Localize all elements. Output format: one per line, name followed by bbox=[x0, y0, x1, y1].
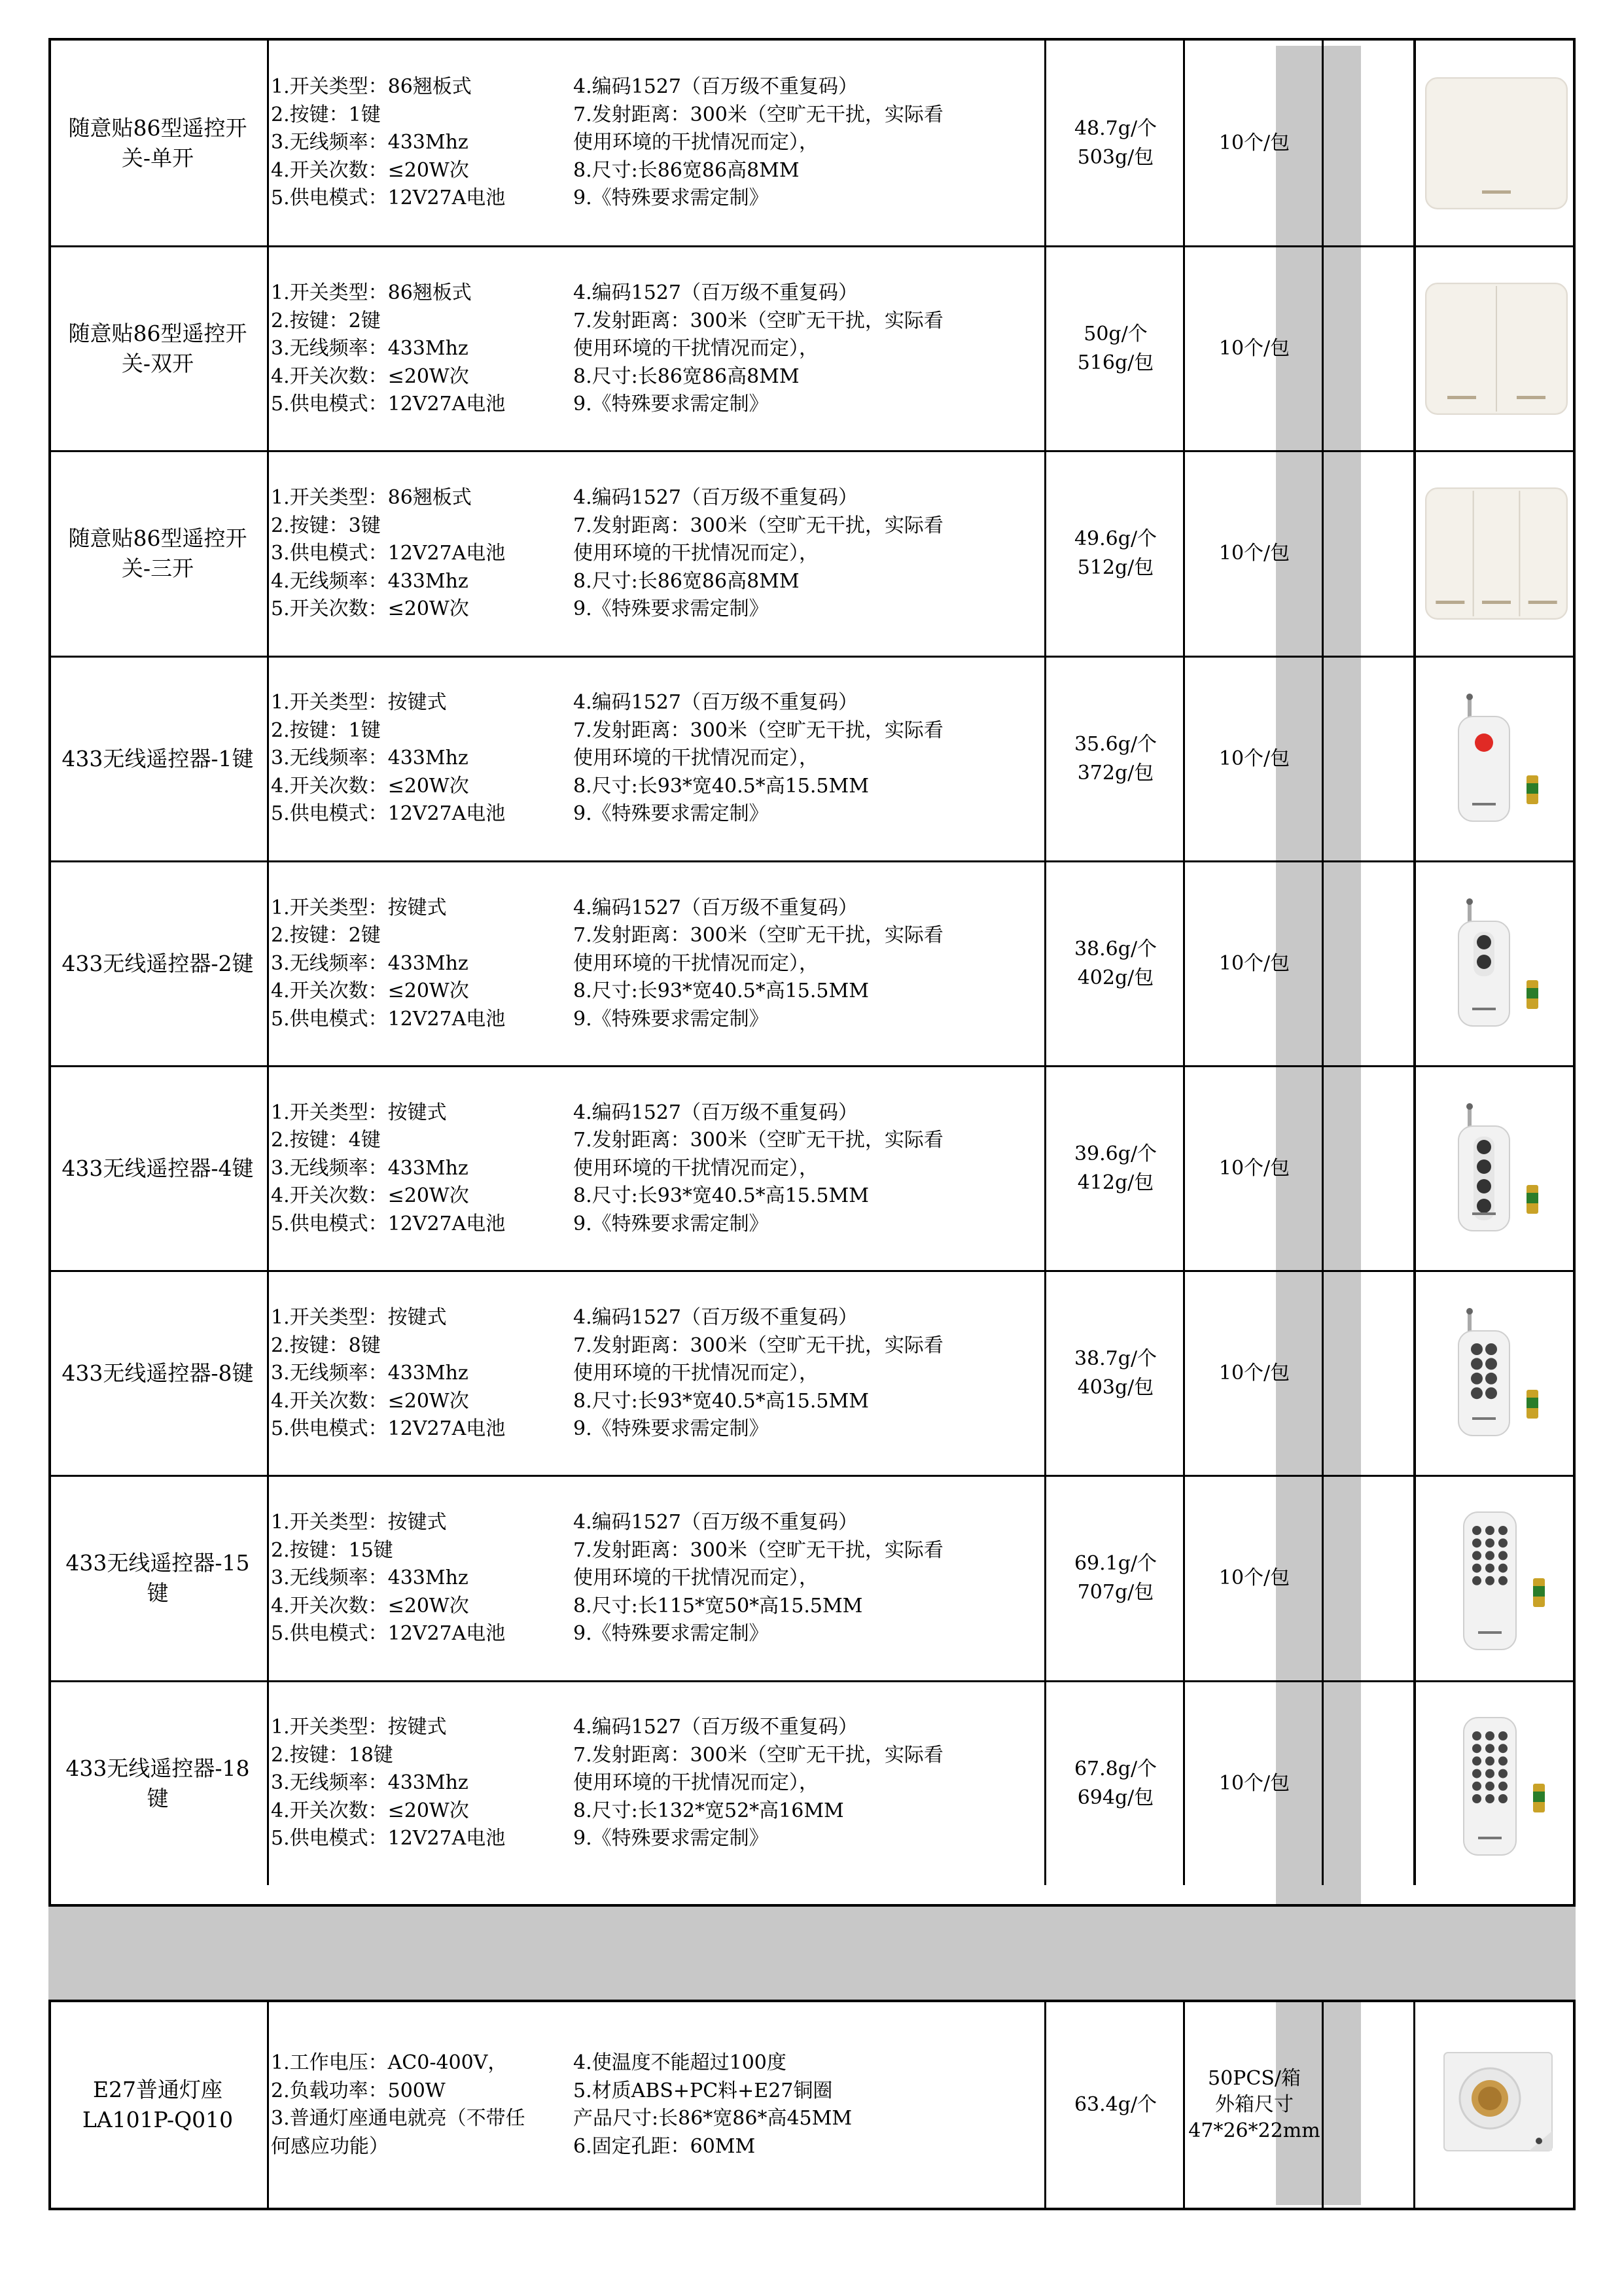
column-divider bbox=[267, 452, 269, 655]
spec-text: 9.《特殊要求需定制》 bbox=[573, 1827, 769, 1850]
spec-text: 2.按键：2键 bbox=[271, 924, 381, 947]
column-divider bbox=[1322, 2002, 1324, 2208]
spec-text: 使用环境的干扰情况而定）， bbox=[573, 131, 819, 154]
spec-text: 2.按键：1键 bbox=[271, 103, 381, 126]
product-name: 433无线遥控器-18键 bbox=[65, 1755, 250, 1811]
spec-text: 7.发射距离：300米（空旷无干扰，实际看 bbox=[573, 309, 944, 332]
spec-text: 5.材质ABS+PC料+E27铜圈 bbox=[573, 2079, 833, 2102]
product-name bbox=[48, 2002, 267, 2208]
spec-text: 8.尺寸:长132*宽52*高16MM bbox=[573, 1799, 844, 1822]
column-divider bbox=[1044, 41, 1046, 245]
spec-text: 7.发射距离：300米（空旷无干扰，实际看 bbox=[573, 1129, 944, 1152]
spec-line bbox=[271, 1620, 1042, 1648]
packing-value: 10个/包 bbox=[1218, 1362, 1290, 1385]
spec-text: 4.编码1527（百万级不重复码） bbox=[573, 691, 858, 715]
column-divider bbox=[1413, 452, 1416, 655]
weight-value: 48.7g/个 bbox=[1074, 116, 1157, 140]
spec-text: 8.尺寸:长93*宽40.5*高15.5MM bbox=[573, 1184, 869, 1208]
column-divider bbox=[267, 1682, 269, 1885]
spec-text: 3.无线频率：433Mhz bbox=[271, 337, 468, 361]
column-divider bbox=[267, 658, 269, 860]
column-divider bbox=[267, 1272, 269, 1475]
spec-text: 4.开关次数：≤20W次 bbox=[271, 980, 469, 1003]
spec-text: 4.编码1527（百万级不重复码） bbox=[573, 486, 858, 510]
spec-text: 8.尺寸:长93*宽40.5*高15.5MM bbox=[573, 980, 869, 1003]
spec-text: 5.供电模式：12V27A电池 bbox=[271, 186, 506, 210]
spec-text: 使用环境的干扰情况而定）， bbox=[573, 951, 819, 975]
spec-line bbox=[271, 1360, 1042, 1388]
spec-text: 使用环境的干扰情况而定）， bbox=[573, 747, 819, 770]
spec-line bbox=[271, 922, 1042, 950]
spec-text: 4.开关次数：≤20W次 bbox=[271, 364, 469, 388]
spec-text: 3.无线频率：433Mhz bbox=[271, 951, 468, 975]
product-weight bbox=[1048, 41, 1183, 245]
spec-text: 6.固定孔距：60MM bbox=[573, 2134, 756, 2158]
spec-text: 使用环境的干扰情况而定）， bbox=[573, 337, 819, 361]
weight-value: 503g/包 bbox=[1077, 145, 1154, 169]
spec-text: 1.开关类型：按键式 bbox=[271, 1716, 447, 1739]
spec-text: 4.编码1527（百万级不重复码） bbox=[573, 281, 858, 305]
product-image bbox=[1417, 41, 1576, 245]
spec-line bbox=[271, 157, 1042, 185]
column-divider bbox=[1413, 1477, 1416, 1680]
weight-value: 39.6g/个 bbox=[1074, 1142, 1157, 1166]
spec-text: 1.开关类型：按键式 bbox=[271, 1306, 447, 1330]
spec-line bbox=[271, 73, 1042, 101]
product-weight bbox=[1048, 2002, 1183, 2208]
weight-value: 412g/包 bbox=[1077, 1171, 1154, 1195]
column-divider bbox=[1322, 247, 1324, 450]
product-packing bbox=[1187, 1067, 1322, 1270]
spec-line bbox=[271, 1564, 1042, 1593]
spec-text: 使用环境的干扰情况而定）， bbox=[573, 1771, 819, 1795]
spec-text: 8.尺寸:长93*宽40.5*高15.5MM bbox=[573, 774, 869, 798]
product-name: 随意贴86型遥控开关-双开 bbox=[68, 321, 247, 377]
spec-text: 9.《特殊要求需定制》 bbox=[573, 597, 769, 621]
column-divider bbox=[1183, 247, 1185, 450]
spec-text: 4.编码1527（百万级不重复码） bbox=[573, 1101, 858, 1124]
product-name: 433无线遥控器-4键 bbox=[62, 1156, 254, 1182]
column-divider bbox=[1044, 2002, 1046, 2208]
spec-line bbox=[271, 978, 1042, 1006]
product-name: 433无线遥控器-15键 bbox=[65, 1550, 250, 1606]
table-row bbox=[48, 450, 1576, 655]
spec-line bbox=[271, 540, 1042, 568]
spec-text: 4.开关次数：≤20W次 bbox=[271, 1389, 469, 1413]
product-packing bbox=[1187, 247, 1322, 450]
spec-text: 1.开关类型：86翘板式 bbox=[271, 281, 472, 305]
column-divider bbox=[1322, 452, 1324, 655]
packing-value: 10个/包 bbox=[1218, 747, 1290, 770]
spec-text: 1.开关类型：按键式 bbox=[271, 1511, 447, 1534]
spec-text: 4.开关次数：≤20W次 bbox=[271, 774, 469, 798]
product-weight bbox=[1048, 862, 1183, 1065]
product-weight bbox=[1048, 1682, 1183, 1885]
spec-text: 8.尺寸:长86宽86高8MM bbox=[573, 364, 800, 388]
spec-text: 5.供电模式：12V27A电池 bbox=[271, 1212, 506, 1235]
product-specs bbox=[271, 247, 1042, 450]
product-image bbox=[1417, 1477, 1576, 1680]
weight-value: 694g/包 bbox=[1077, 1786, 1154, 1809]
spec-text: 2.按键：8键 bbox=[271, 1333, 381, 1357]
table-row bbox=[48, 41, 1576, 245]
column-divider bbox=[1322, 658, 1324, 860]
product-specs bbox=[271, 1067, 1042, 1270]
spec-text: 1.开关类型：86翘板式 bbox=[271, 486, 472, 510]
spec-text: 5.开关次数：≤20W次 bbox=[271, 597, 469, 621]
weight-value: 512g/包 bbox=[1077, 556, 1154, 580]
table-row bbox=[48, 1680, 1576, 1885]
spec-text: 使用环境的干扰情况而定）， bbox=[573, 542, 819, 565]
spec-line bbox=[271, 1537, 1042, 1565]
product-packing bbox=[1187, 1272, 1322, 1475]
spec-text: 4.无线频率：433Mhz bbox=[271, 569, 468, 593]
product-specs bbox=[271, 41, 1042, 245]
spec-text: 3.无线频率：433Mhz bbox=[271, 1156, 468, 1180]
spec-text: 7.发射距离：300米（空旷无干扰，实际看 bbox=[573, 103, 944, 126]
packing-value: 10个/包 bbox=[1218, 337, 1290, 361]
spec-line bbox=[271, 773, 1042, 801]
spec-text: 9.《特殊要求需定制》 bbox=[573, 186, 769, 210]
table-row bbox=[48, 1065, 1576, 1270]
spec-text: 9.《特殊要求需定制》 bbox=[573, 1212, 769, 1235]
spec-line bbox=[271, 1509, 1042, 1537]
weight-value: 50g/个 bbox=[1084, 323, 1148, 346]
product-specs bbox=[271, 1272, 1042, 1475]
spec-text: 3.无线频率：433Mhz bbox=[271, 747, 468, 770]
column-divider bbox=[267, 1067, 269, 1270]
spec-text: 使用环境的干扰情况而定）， bbox=[573, 1156, 819, 1180]
spec-text: 2.按键：1键 bbox=[271, 718, 381, 742]
weight-value: 67.8g/个 bbox=[1074, 1757, 1157, 1780]
weight-value: 516g/包 bbox=[1077, 351, 1154, 375]
product-name-line: E27普通灯座 bbox=[92, 2077, 223, 2102]
spec-line bbox=[271, 1210, 1042, 1239]
spec-line bbox=[271, 335, 1042, 363]
spec-text: 3.无线频率：433Mhz bbox=[271, 131, 468, 154]
spec-line bbox=[271, 391, 1042, 419]
spec-text: 8.尺寸:长86宽86高8MM bbox=[573, 569, 800, 593]
table-row bbox=[48, 245, 1576, 450]
product-specs bbox=[271, 2002, 1042, 2208]
spec-text: 4.编码1527（百万级不重复码） bbox=[573, 1511, 858, 1534]
weight-value: 38.6g/个 bbox=[1074, 937, 1157, 961]
product-image bbox=[1417, 2002, 1576, 2208]
column-divider bbox=[267, 41, 269, 245]
spec-line bbox=[271, 363, 1042, 391]
spec-text: 3.无线频率：433Mhz bbox=[271, 1566, 468, 1590]
weight-value: 403g/包 bbox=[1077, 1376, 1154, 1400]
spec-line bbox=[271, 2105, 1042, 2133]
spec-line bbox=[271, 1742, 1042, 1770]
table-row bbox=[48, 1475, 1576, 1680]
column-divider bbox=[1044, 1477, 1046, 1680]
spec-text: 4.编码1527（百万级不重复码） bbox=[573, 896, 858, 919]
spec-line bbox=[271, 129, 1042, 157]
product-weight bbox=[1048, 247, 1183, 450]
product-name: 433无线遥控器-8键 bbox=[62, 1360, 254, 1386]
spec-line bbox=[271, 1714, 1042, 1742]
spec-text: 4.使温度不能超过100度 bbox=[573, 2051, 786, 2074]
column-divider bbox=[1413, 1682, 1416, 1885]
product-weight bbox=[1048, 658, 1183, 860]
weight-value: 38.7g/个 bbox=[1074, 1347, 1157, 1371]
spec-line bbox=[271, 1797, 1042, 1826]
packing-value: 10个/包 bbox=[1218, 1771, 1290, 1795]
weight-value: 49.6g/个 bbox=[1074, 527, 1157, 551]
spec-text: 9.《特殊要求需定制》 bbox=[573, 1007, 769, 1031]
spec-text: 1.工作电压：AC0-400V， bbox=[271, 2051, 508, 2074]
spec-line bbox=[271, 689, 1042, 717]
column-divider bbox=[1183, 452, 1185, 655]
lamp-row bbox=[48, 2002, 1576, 2208]
spec-text: 何感应功能） bbox=[271, 2134, 389, 2158]
weight-value: 69.1g/个 bbox=[1074, 1552, 1157, 1576]
spec-line bbox=[271, 717, 1042, 745]
column-divider bbox=[1413, 41, 1416, 245]
spec-line bbox=[271, 1182, 1042, 1210]
weight-value: 707g/包 bbox=[1077, 1581, 1154, 1604]
spec-line bbox=[271, 1006, 1042, 1034]
packing-value: 外箱尺寸 bbox=[1215, 2093, 1294, 2116]
spec-text: 3.无线频率：433Mhz bbox=[271, 1771, 468, 1795]
spec-text: 2.按键：4键 bbox=[271, 1129, 381, 1152]
spec-text: 1.开关类型：按键式 bbox=[271, 896, 447, 919]
column-divider bbox=[1413, 247, 1416, 450]
spec-text: 7.发射距离：300米（空旷无干扰，实际看 bbox=[573, 1538, 944, 1562]
packing-value: 10个/包 bbox=[1218, 1157, 1290, 1180]
spec-text: 5.供电模式：12V27A电池 bbox=[271, 802, 506, 826]
column-divider bbox=[267, 2002, 269, 2208]
spec-text: 4.编码1527（百万级不重复码） bbox=[573, 1716, 858, 1739]
column-divider bbox=[1183, 2002, 1185, 2208]
spec-line bbox=[271, 185, 1042, 213]
spec-line bbox=[271, 1415, 1042, 1443]
column-divider bbox=[1413, 862, 1416, 1065]
column-divider bbox=[1413, 2002, 1415, 2208]
spec-text: 7.发射距离：300米（空旷无干扰，实际看 bbox=[573, 514, 944, 537]
product-specs bbox=[271, 1682, 1042, 1885]
weight-value: 35.6g/个 bbox=[1074, 732, 1157, 756]
spec-line bbox=[271, 568, 1042, 596]
spec-text: 4.开关次数：≤20W次 bbox=[271, 1184, 469, 1208]
spec-line bbox=[271, 1304, 1042, 1332]
column-divider bbox=[1322, 1272, 1324, 1475]
product-name: 433无线遥控器-2键 bbox=[62, 950, 254, 976]
spec-text: 2.按键：2键 bbox=[271, 309, 381, 332]
spec-line bbox=[271, 279, 1042, 308]
gray-band bbox=[48, 1904, 1576, 2002]
product-image bbox=[1417, 1067, 1576, 1270]
product-weight bbox=[1048, 452, 1183, 655]
spec-line bbox=[271, 1127, 1042, 1155]
product-specs bbox=[271, 452, 1042, 655]
column-divider bbox=[1183, 1682, 1185, 1885]
spec-text: 3.供电模式：12V27A电池 bbox=[271, 542, 506, 565]
product-packing bbox=[1187, 452, 1322, 655]
spec-text: 1.开关类型：按键式 bbox=[271, 1101, 447, 1124]
column-divider bbox=[1322, 1067, 1324, 1270]
product-packing bbox=[1187, 658, 1322, 860]
product-packing bbox=[1187, 2002, 1322, 2208]
product-image bbox=[1417, 862, 1576, 1065]
product-specs bbox=[271, 658, 1042, 860]
spec-text: 4.开关次数：≤20W次 bbox=[271, 1594, 469, 1617]
product-weight bbox=[1048, 1477, 1183, 1680]
spec-text: 4.开关次数：≤20W次 bbox=[271, 1799, 469, 1822]
spec-line bbox=[271, 2133, 1042, 2161]
packing-value: 50PCS/箱 bbox=[1208, 2067, 1301, 2090]
product-image bbox=[1417, 658, 1576, 860]
product-specs bbox=[271, 862, 1042, 1065]
column-divider bbox=[267, 1477, 269, 1680]
column-divider bbox=[1322, 1682, 1324, 1885]
spec-text: 1.开关类型：按键式 bbox=[271, 691, 447, 715]
spec-line bbox=[271, 950, 1042, 978]
product-weight bbox=[1048, 1272, 1183, 1475]
column-divider bbox=[1183, 41, 1185, 245]
packing-value: 47*26*22mm bbox=[1188, 2119, 1320, 2142]
column-divider bbox=[1183, 658, 1185, 860]
product-name: 433无线遥控器-1键 bbox=[62, 745, 254, 771]
weight-value: 402g/包 bbox=[1077, 966, 1154, 989]
spec-line bbox=[271, 1388, 1042, 1416]
spec-line bbox=[271, 2049, 1042, 2077]
spec-line bbox=[271, 800, 1042, 828]
spec-text: 5.供电模式：12V27A电池 bbox=[271, 393, 506, 416]
spec-line bbox=[271, 894, 1042, 923]
table-row bbox=[48, 860, 1576, 1065]
spec-text: 2.负载功率：500W bbox=[271, 2079, 446, 2102]
spec-text: 使用环境的干扰情况而定）， bbox=[573, 1566, 819, 1590]
spec-text: 2.按键：18键 bbox=[271, 1743, 393, 1767]
packing-value: 10个/包 bbox=[1218, 131, 1290, 154]
column-divider bbox=[1183, 1067, 1185, 1270]
spec-line bbox=[271, 101, 1042, 130]
column-divider bbox=[1044, 862, 1046, 1065]
spec-line bbox=[271, 2077, 1042, 2106]
spec-text: 2.按键：3键 bbox=[271, 514, 381, 537]
product-packing bbox=[1187, 41, 1322, 245]
product-image bbox=[1417, 247, 1576, 450]
product-packing bbox=[1187, 1682, 1322, 1885]
spec-text: 8.尺寸:长93*宽40.5*高15.5MM bbox=[573, 1389, 869, 1413]
spec-text: 4.编码1527（百万级不重复码） bbox=[573, 1306, 858, 1330]
spec-line bbox=[271, 745, 1042, 773]
spec-text: 7.发射距离：300米（空旷无干扰，实际看 bbox=[573, 1333, 944, 1357]
spec-line bbox=[271, 595, 1042, 624]
spec-text: 5.供电模式：12V27A电池 bbox=[271, 1417, 506, 1441]
column-divider bbox=[1413, 1272, 1416, 1475]
table-row bbox=[48, 656, 1576, 860]
spec-text: 4.编码1527（百万级不重复码） bbox=[573, 75, 858, 99]
packing-value: 10个/包 bbox=[1218, 1566, 1290, 1590]
column-divider bbox=[1183, 862, 1185, 1065]
spec-text: 7.发射距离：300米（空旷无干扰，实际看 bbox=[573, 718, 944, 742]
column-divider bbox=[267, 247, 269, 450]
spec-line bbox=[271, 512, 1042, 540]
column-divider bbox=[1044, 247, 1046, 450]
spec-text: 9.《特殊要求需定制》 bbox=[573, 1622, 769, 1646]
spec-line bbox=[271, 484, 1042, 512]
column-divider bbox=[1413, 1067, 1416, 1270]
weight-value: 372g/包 bbox=[1077, 761, 1154, 785]
product-name-line: LA101P-Q010 bbox=[82, 2107, 234, 2132]
spec-text: 9.《特殊要求需定制》 bbox=[573, 1417, 769, 1441]
column-divider bbox=[1044, 452, 1046, 655]
product-name: 随意贴86型遥控开关-单开 bbox=[68, 115, 247, 171]
spec-text: 8.尺寸:长86宽86高8MM bbox=[573, 158, 800, 182]
column-divider bbox=[1044, 1067, 1046, 1270]
spec-text: 9.《特殊要求需定制》 bbox=[573, 393, 769, 416]
product-packing bbox=[1187, 862, 1322, 1065]
column-divider bbox=[1322, 862, 1324, 1065]
column-divider bbox=[1044, 658, 1046, 860]
spec-line bbox=[271, 1593, 1042, 1621]
spec-line bbox=[271, 1825, 1042, 1853]
column-divider bbox=[1044, 1682, 1046, 1885]
column-divider bbox=[1183, 1272, 1185, 1475]
spec-text: 8.尺寸:长115*宽50*高15.5MM bbox=[573, 1594, 863, 1617]
spec-text: 3.无线频率：433Mhz bbox=[271, 1362, 468, 1385]
spec-text: 5.供电模式：12V27A电池 bbox=[271, 1622, 506, 1646]
column-divider bbox=[1044, 1272, 1046, 1475]
product-packing bbox=[1187, 1477, 1322, 1680]
spec-text: 2.按键：15键 bbox=[271, 1538, 393, 1562]
column-divider bbox=[1183, 1477, 1185, 1680]
table-row bbox=[48, 1270, 1576, 1475]
spec-line bbox=[271, 1769, 1042, 1797]
product-image bbox=[1417, 1682, 1576, 1885]
spec-text: 9.《特殊要求需定制》 bbox=[573, 802, 769, 826]
column-divider bbox=[1413, 658, 1416, 860]
product-image bbox=[1417, 452, 1576, 655]
spec-line bbox=[271, 1332, 1042, 1360]
packing-value: 10个/包 bbox=[1218, 542, 1290, 565]
product-name: 随意贴86型遥控开关-三开 bbox=[68, 525, 247, 582]
spec-text: 7.发射距离：300米（空旷无干扰，实际看 bbox=[573, 924, 944, 947]
product-image bbox=[1417, 1272, 1576, 1475]
product-weight bbox=[1048, 1067, 1183, 1270]
spec-line bbox=[271, 1099, 1042, 1127]
spec-text: 3.普通灯座通电就亮（不带任 bbox=[271, 2107, 525, 2130]
column-divider bbox=[267, 862, 269, 1065]
column-divider bbox=[1322, 1477, 1324, 1680]
spec-text: 5.供电模式：12V27A电池 bbox=[271, 1827, 506, 1850]
column-divider bbox=[1322, 41, 1324, 245]
spec-text: 5.供电模式：12V27A电池 bbox=[271, 1007, 506, 1031]
spec-text: 7.发射距离：300米（空旷无干扰，实际看 bbox=[573, 1743, 944, 1767]
spec-text: 4.开关次数：≤20W次 bbox=[271, 158, 469, 182]
spec-text: 产品尺寸:长86*宽86*高45MM bbox=[573, 2107, 853, 2130]
product-specs bbox=[271, 1477, 1042, 1680]
spec-line bbox=[271, 1155, 1042, 1183]
spec-line bbox=[271, 308, 1042, 336]
spec-text: 1.开关类型：86翘板式 bbox=[271, 75, 472, 99]
spec-text: 使用环境的干扰情况而定）， bbox=[573, 1362, 819, 1385]
packing-value: 10个/包 bbox=[1218, 951, 1290, 975]
weight-value: 63.4g/个 bbox=[1074, 2093, 1157, 2116]
